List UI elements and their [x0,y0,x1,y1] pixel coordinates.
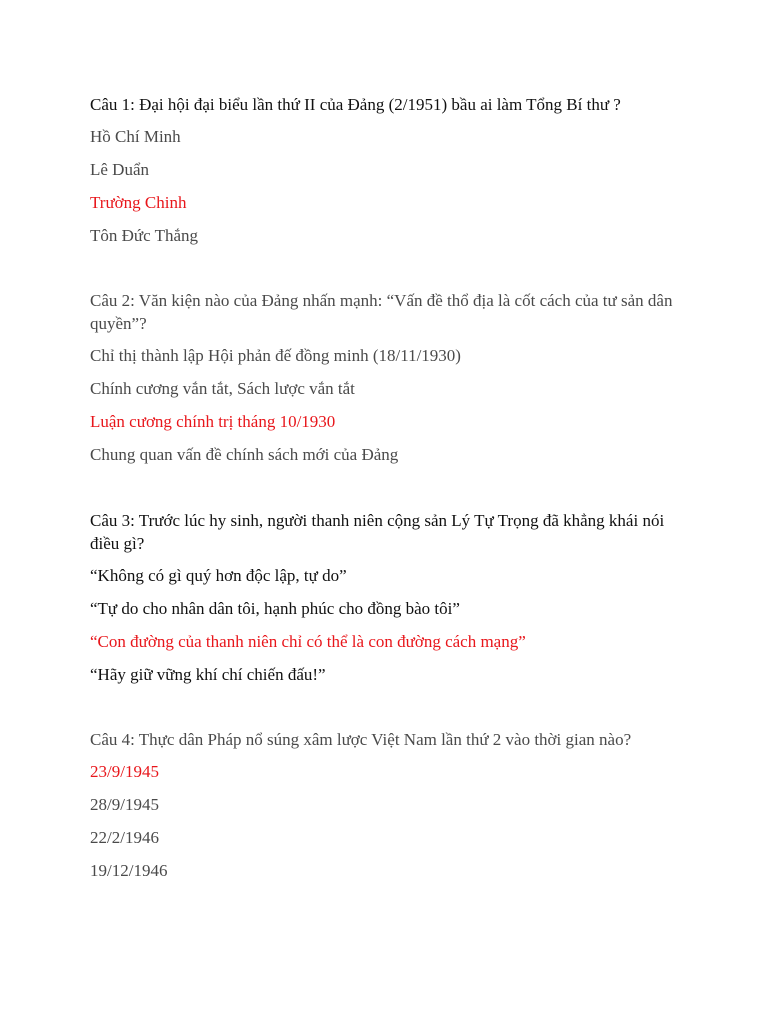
question-2-option-d: Chung quan vấn đề chính sách mới của Đảng [90,445,399,464]
question-3-text: Câu 3: Trước lúc hy sinh, người thanh niên cộng sản Lý Tự Trọng đã khẳng khái nói điều gì? [90,511,665,553]
question-2-option-c-correct: Luận cương chính trị tháng 10/1930 [90,412,336,431]
question-1-option-a: Hồ Chí Minh [90,127,181,146]
question-3 [90,509,690,696]
question-3-option-b: “Tự do cho nhân dân tôi, hạnh phúc cho đồng bào tôi” [90,599,460,618]
question-2-option-b: Chính cương vắn tắt, Sách lược vắn tắt [90,379,355,398]
question-4-text: Câu 4: Thực dân Pháp nổ súng xâm lược Việt Nam lần thứ 2 vào thời gian nào? [90,730,632,749]
question-4 [90,728,690,892]
question-1 [90,93,690,257]
question-2 [90,289,690,476]
question-1-option-d: Tôn Đức Thắng [90,226,199,245]
question-4-option-a-correct: 23/9/1945 [90,762,159,781]
question-4-option-d: 19/12/1946 [90,861,168,880]
question-1-option-b: Lê Duẩn [90,160,150,179]
question-4-option-b: 28/9/1945 [90,795,159,814]
question-3-option-a: “Không có gì quý hơn độc lập, tự do” [90,566,347,585]
question-3-option-c-correct: “Con đường của thanh niên chỉ có thể là con đường cách mạng” [90,632,526,651]
question-1-text: Câu 1: Đại hội đại biểu lần thứ II của Đảng (2/1951) bầu ai làm Tổng Bí thư ? [90,95,621,114]
question-2-option-a: Chỉ thị thành lập Hội phản đế đồng minh (18/11/1930) [90,346,461,365]
question-3-option-d: “Hãy giữ vững khí chí chiến đấu!” [90,665,326,684]
question-1-option-c-correct: Trường Chinh [90,193,187,212]
question-2-text: Câu 2: Văn kiện nào của Đảng nhấn mạnh: “Vấn đề thổ địa là cốt cách của tư sản dân quyền”? [90,291,673,333]
question-4-option-c: 22/2/1946 [90,828,159,847]
